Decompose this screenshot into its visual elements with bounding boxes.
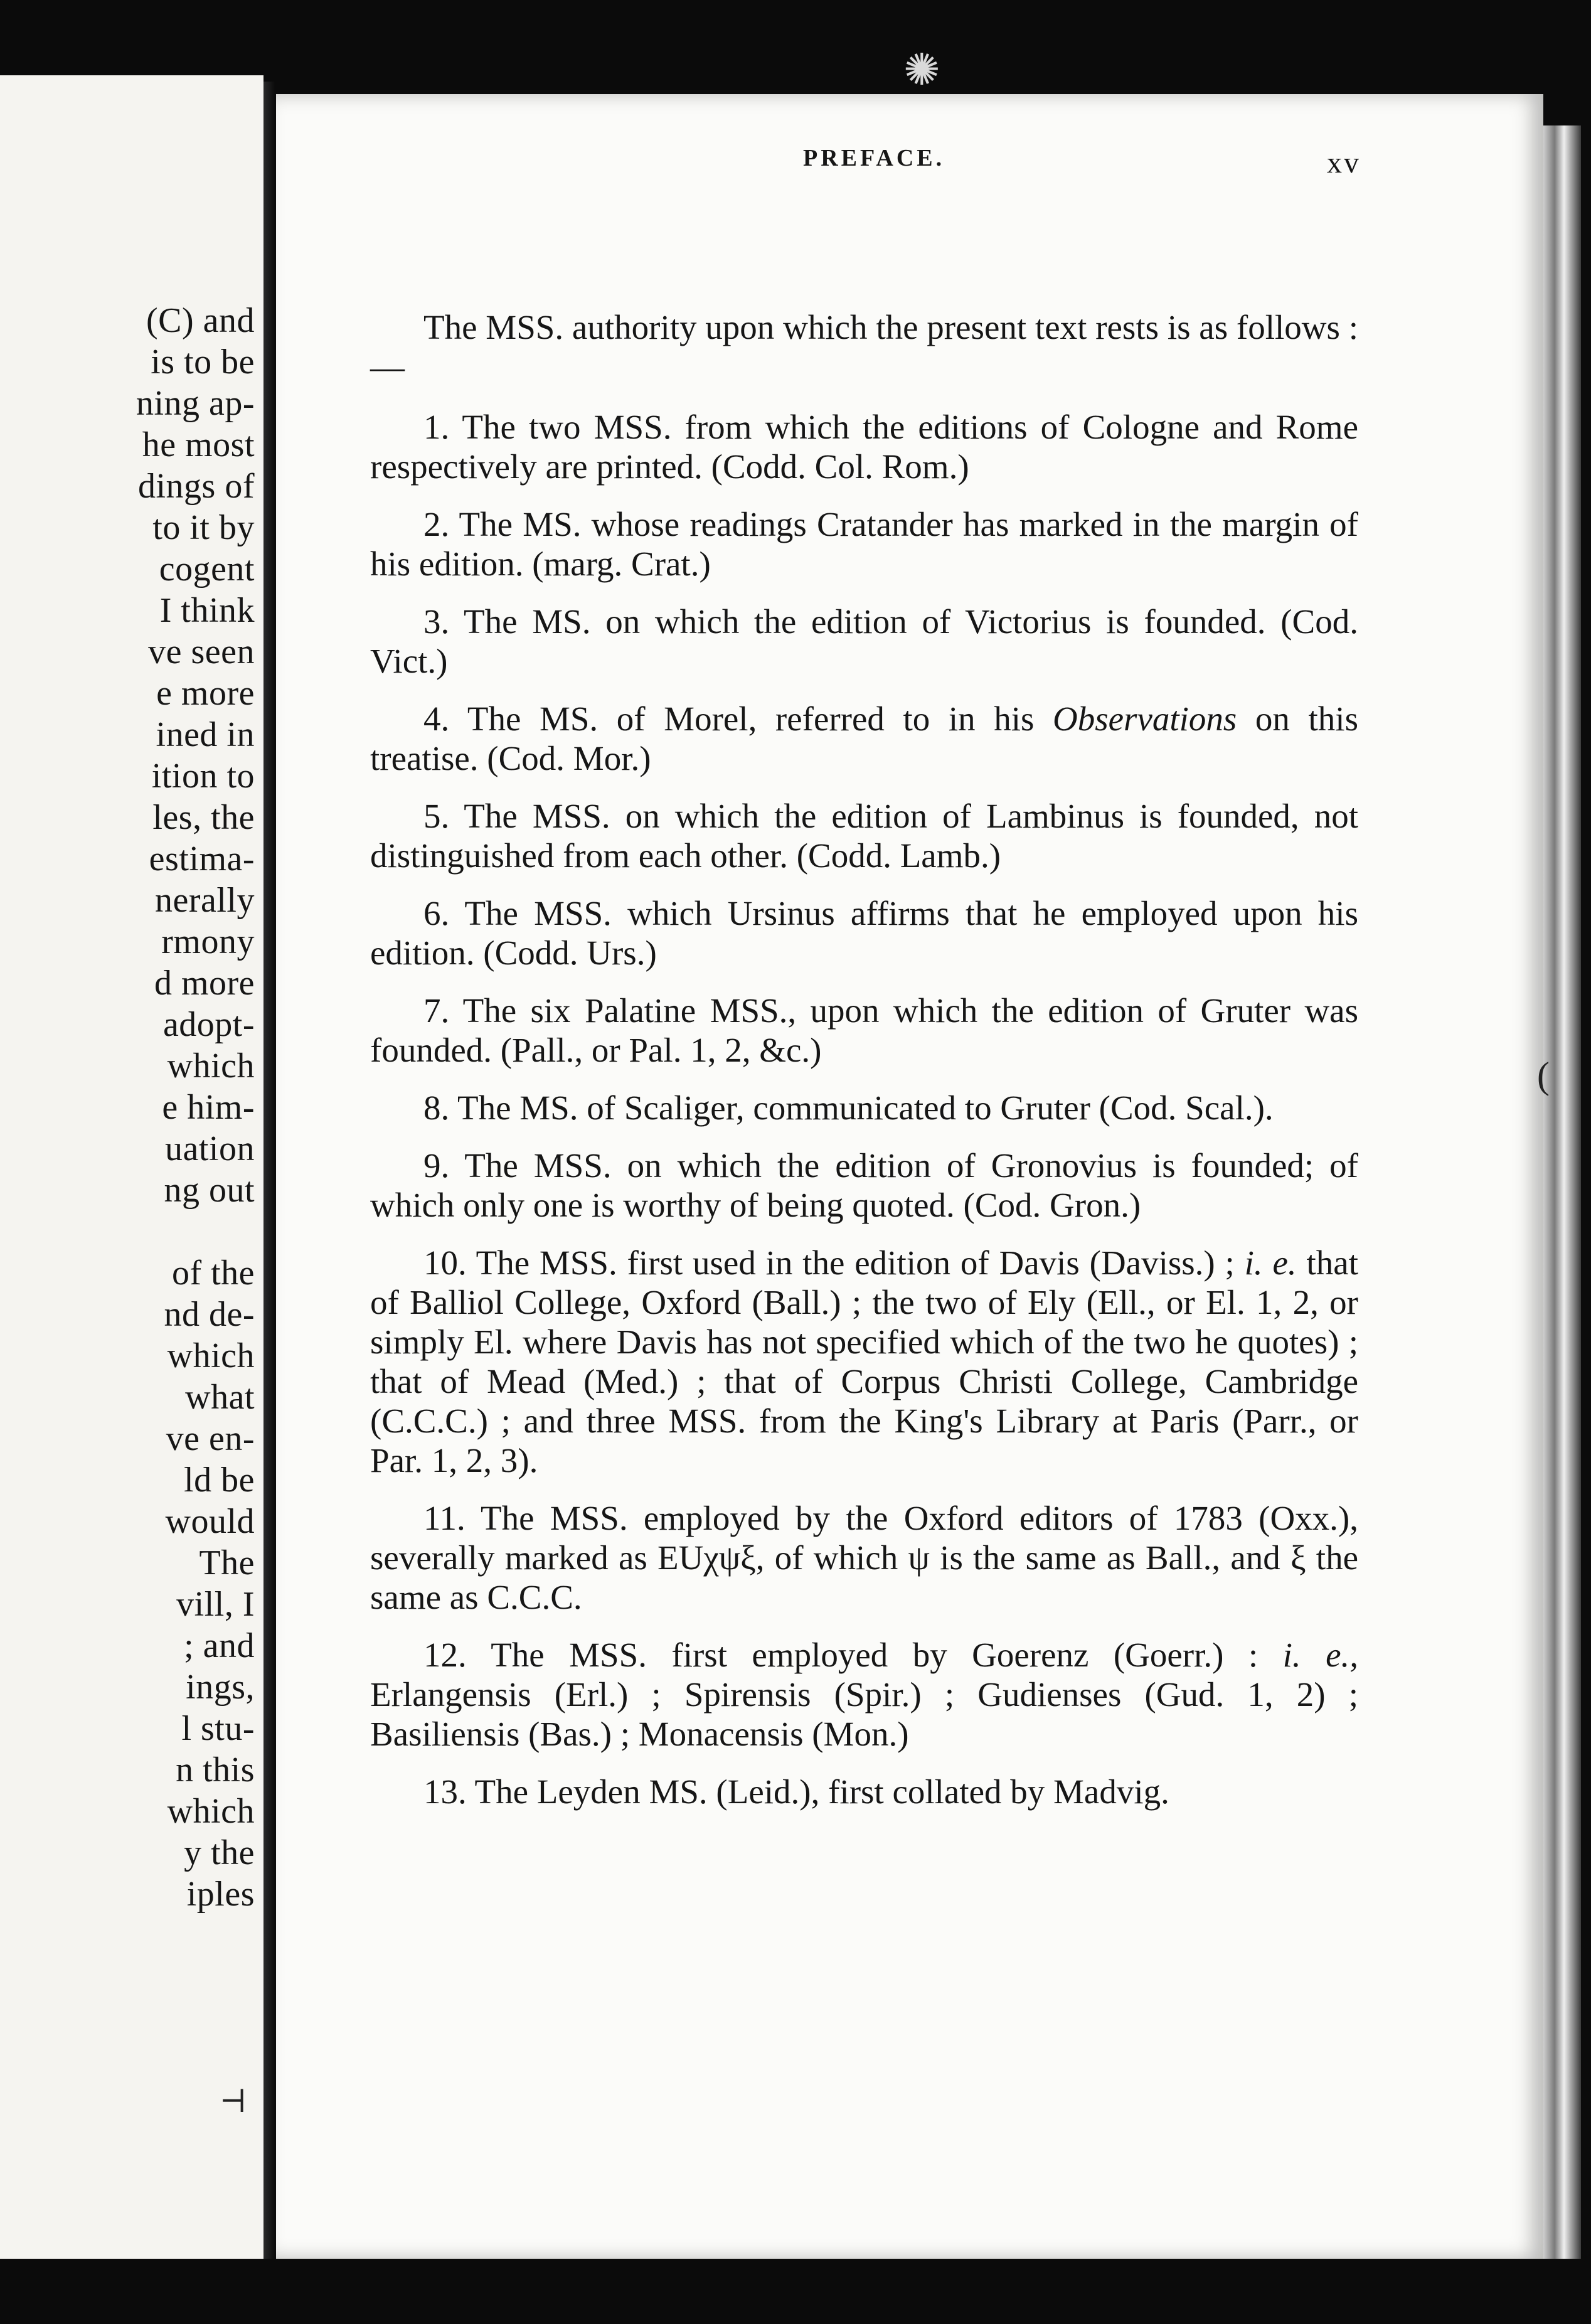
item-number: 2. <box>423 505 450 543</box>
list-item <box>370 504 1358 584</box>
item-number: 10. <box>423 1244 467 1282</box>
item-text: Erlangensis (Erl.) ; Spirensis (Spir.) ; Gudienses (Gud. 1, 2) ; Basiliensis (Bas.) ; Monacensis (Mon.) <box>370 1675 1358 1753</box>
left-page-line: would <box>165 1502 255 1541</box>
left-page-line: ning ap- <box>136 384 255 423</box>
left-page-line: nd de- <box>164 1295 255 1334</box>
margin-tick-mark: ⊣ <box>220 2084 247 2119</box>
left-page-line: which <box>167 1336 255 1375</box>
left-page-line: e him- <box>162 1088 255 1127</box>
item-text: The MS. of Morel, referred to in his <box>467 700 1053 738</box>
intro-paragraph: The MSS. authority upon which the present text rests is as follows :— <box>370 308 1358 386</box>
list-item <box>370 893 1358 973</box>
left-page-line: vill, I <box>176 1585 255 1624</box>
item-text: The six Palatine MSS., upon which the edition of Gruter was founded. (Pall., or Pal. 1, 2, &c.) <box>370 991 1358 1069</box>
left-page-line: n this <box>176 1751 255 1789</box>
left-page-line: The <box>199 1543 255 1582</box>
item-number: 5. <box>423 797 450 835</box>
item-text: The Leyden MS. (Leid.), first collated by Madvig. <box>474 1772 1169 1811</box>
left-page-line: is to be <box>151 343 255 381</box>
list-item <box>370 1243 1358 1480</box>
list-item <box>370 1498 1358 1617</box>
left-page-line: ve en- <box>166 1419 255 1458</box>
item-text: The MSS. on which the edition of Gronovius is founded; of which only one is worthy of being quoted. (Cod. Gron.) <box>370 1146 1358 1224</box>
item-text: The MSS. which Ursinus affirms that he employed upon his edition. (Codd. Urs.) <box>370 894 1358 972</box>
left-page-line: what <box>185 1378 255 1417</box>
left-page-line: to it by <box>152 508 255 547</box>
left-page-line: ng out <box>164 1171 255 1210</box>
item-number: 13. <box>423 1772 467 1811</box>
left-page-line: e more <box>156 674 255 713</box>
left-page-line: d more <box>154 964 255 1003</box>
item-number: 11. <box>423 1499 466 1537</box>
left-page-line: ings, <box>186 1668 255 1707</box>
left-page-line: dings of <box>138 467 255 506</box>
left-page-line: which <box>167 1047 255 1085</box>
item-number: 12. <box>423 1636 467 1674</box>
item-number: 4. <box>423 700 450 738</box>
italic-title: Observations <box>1053 700 1237 738</box>
left-page-line: ve seen <box>148 632 255 671</box>
list-item <box>370 699 1358 778</box>
left-page-line: ined in <box>156 715 255 754</box>
item-number: 7. <box>423 991 450 1030</box>
list-item <box>370 602 1358 681</box>
left-page-line: rmony <box>161 922 255 961</box>
margin-bracket-mark: ( <box>1537 1055 1550 1096</box>
left-page-line: ; and <box>184 1626 255 1665</box>
item-number: 6. <box>423 894 450 932</box>
item-number: 8. <box>423 1089 450 1127</box>
page-number: xv <box>1327 146 1361 179</box>
item-text: on this treatise. (Cod. Mor.) <box>370 700 1358 777</box>
list-item <box>370 1088 1358 1127</box>
list-item <box>370 407 1358 486</box>
left-page-line: ld be <box>184 1461 255 1500</box>
item-number: 9. <box>423 1146 450 1185</box>
list-item <box>370 1635 1358 1754</box>
left-page-line: iples <box>186 1875 255 1914</box>
item-text: The MSS. first used in the edition of Davis (Daviss.) ; <box>476 1244 1245 1282</box>
list-item <box>370 1772 1358 1811</box>
left-page-line: nerally <box>155 881 255 920</box>
item-text: that of Balliol College, Oxford (Ball.) ; the two of Ely (Ell., or El. 1, 2, or simply El. where Davis has not specified which of the two he quotes) ; that of Mead (Med.) ; that of Corpus Christi College, Cambridge (C.C.C.) ; and three MSS. from the King's Library at Paris (Parr., or Par. 1, 2, 3). <box>370 1244 1358 1479</box>
left-page-line: cogent <box>159 550 255 589</box>
book-gutter <box>263 82 275 2259</box>
left-page-line: uation <box>165 1129 255 1168</box>
item-number: 1. <box>423 408 450 446</box>
left-page-line: adopt- <box>162 1005 255 1044</box>
list-item <box>370 796 1358 875</box>
preface-body <box>370 307 1358 1830</box>
left-page-line: estima- <box>149 840 255 878</box>
item-text: The MS. on which the edition of Victorius is founded. (Cod. Vict.) <box>370 602 1358 680</box>
item-text: The MSS. on which the edition of Lambinus is founded, not distinguished from each other. (Codd. Lamb.) <box>370 797 1358 875</box>
running-head: PREFACE. <box>803 145 945 171</box>
left-page-line: ition to <box>151 757 255 796</box>
left-page-line: which <box>167 1792 255 1831</box>
item-text: The two MSS. from which the editions of Cologne and Rome respectively are printed. (Codd. Col. Rom.) <box>370 408 1358 486</box>
left-page-line: les, the <box>152 798 255 837</box>
item-text: The MSS. employed by the Oxford editors of 1783 (Oxx.), severally marked as EUχψξ, of which ψ is the same as Ball., and ξ the same as C.C.C. <box>370 1499 1359 1616</box>
italic-abbrev: i. e., <box>1282 1636 1358 1674</box>
page-edge <box>1543 125 1581 2259</box>
italic-abbrev: i. e. <box>1244 1244 1297 1282</box>
item-text: The MS. whose readings Cratander has marked in the margin of his edition. (marg. Crat.) <box>370 505 1358 583</box>
list-item <box>370 991 1358 1070</box>
item-number: 3. <box>423 602 450 641</box>
left-facing-page <box>0 75 263 2259</box>
ink-blot: ✺ <box>903 46 940 95</box>
left-page-line: y the <box>184 1833 255 1872</box>
item-text: The MS. of Scaliger, communicated to Gruter (Cod. Scal.). <box>457 1089 1274 1127</box>
left-page-line: of the <box>171 1254 255 1293</box>
left-page-line: l stu- <box>181 1709 255 1748</box>
item-text: The MSS. first employed by Goerenz (Goerr.) : <box>491 1636 1283 1674</box>
left-page-line: I think <box>159 591 255 630</box>
list-item <box>370 1146 1358 1225</box>
left-page-line: (C) and <box>146 301 255 340</box>
left-page-line: he most <box>142 425 255 464</box>
